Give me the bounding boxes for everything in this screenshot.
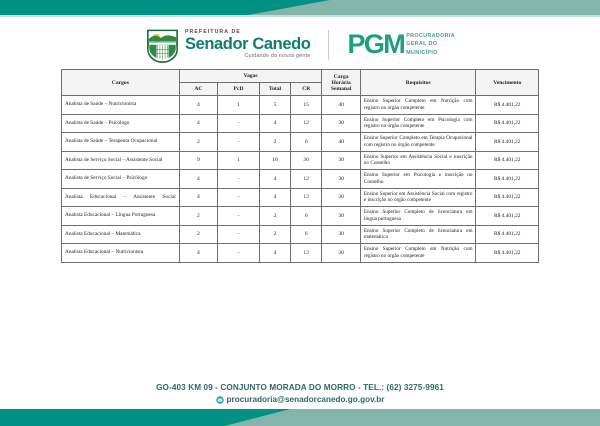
header-ac: AC: [179, 83, 218, 96]
pgm-subtitle-line-1: PROCURADORIA: [406, 32, 456, 39]
cell-cr: 30: [291, 151, 322, 170]
table-header-row-1: [62, 70, 539, 83]
bottom-decorative-bar: [0, 409, 600, 426]
header-carga-horaria: Carga Horária Semanal: [322, 70, 361, 96]
pgm-logo: [347, 31, 455, 58]
cell-total: 4: [259, 114, 290, 133]
cell-requisitos: Ensino Superior Completo em Nutrição com registro no órgão competente: [360, 244, 476, 263]
cell-cr: 6: [291, 133, 322, 152]
cell-carga: 30: [322, 151, 361, 170]
table-row: [62, 188, 539, 207]
prefeitura-logo: [145, 27, 311, 63]
cell-cr: 12: [291, 114, 322, 133]
cell-cargo: Analista Educacional – Matemática: [62, 225, 180, 244]
cell-requisitos: Ensino Superior Completo em Psicologia com registro no órgão competente: [360, 114, 476, 133]
cell-cargo: Analista de Saúde – Terapeuta Ocupacional: [62, 133, 180, 152]
cell-cr: 12: [291, 170, 322, 189]
cell-ac: 4: [179, 188, 218, 207]
cell-total: 4: [259, 188, 290, 207]
cell-vencimento: R$ 4.401,22: [476, 170, 539, 189]
cell-carga: 30: [322, 207, 361, 226]
cell-total: 4: [259, 170, 290, 189]
header-pcd: PcD: [218, 83, 260, 96]
prefeitura-kicker: PREFEITURA DE: [184, 28, 241, 35]
header-vencimento: Vencimento: [476, 70, 539, 96]
cell-cargo: Analista Educacional – Assistente Social: [62, 188, 180, 207]
cell-ac: 2: [179, 207, 218, 226]
cell-requisitos: Ensino Superior Completo de licenciatura em matemática: [360, 225, 476, 244]
header-cargos: Cargos: [62, 70, 180, 96]
cell-carga: 30: [322, 170, 361, 189]
cell-requisitos: Ensino Superior Completo de licenciatura em língua portuguesa: [360, 207, 476, 226]
table-row: [62, 207, 539, 226]
table-row: [62, 225, 539, 244]
cell-carga: 30: [322, 114, 361, 133]
table-body: [62, 96, 539, 263]
cell-cargo: Analista de Serviço Social – Psicólogo: [62, 170, 180, 189]
header-total: Total: [259, 83, 290, 96]
cell-carga: 30: [322, 225, 361, 244]
table-row: [62, 96, 539, 115]
cell-ac: 4: [179, 244, 218, 263]
cell-ac: 2: [179, 133, 218, 152]
header-cr: CR: [291, 83, 322, 96]
cell-vencimento: R$ 4.401,22: [476, 96, 539, 115]
cell-carga: 40: [322, 133, 361, 152]
city-crest-icon: [145, 27, 180, 63]
cell-pcd: 1: [218, 96, 260, 115]
prefeitura-name: Senador Canedo: [184, 34, 311, 53]
pgm-subtitle-line-3: MUNICÍPIO: [406, 49, 438, 56]
cell-ac: 4: [179, 114, 218, 133]
cell-requisitos: Ensino Superior em Assistência Social e inscrição no Conselho: [360, 151, 476, 170]
cell-cargo: Analista de Saúde – Psicólogo: [62, 114, 180, 133]
cell-pcd: 1: [218, 151, 260, 170]
cell-pcd: -: [218, 170, 260, 189]
cell-ac: 4: [179, 96, 218, 115]
cell-total: 2: [259, 133, 290, 152]
cell-cr: 15: [291, 96, 322, 115]
cell-vencimento: R$ 4.401,22: [476, 114, 539, 133]
pgm-mark: PGM: [347, 29, 405, 59]
header-vagas: Vagas: [179, 70, 322, 83]
cell-vencimento: R$ 4.401,22: [476, 151, 539, 170]
prefeitura-tagline: Cuidando da nossa gente: [244, 52, 311, 59]
page-footer: [0, 383, 600, 404]
table-row: [62, 133, 539, 152]
header-divider: [328, 30, 329, 60]
footer-email-text: procuradoria@senadorcanedo.go.gov.br: [226, 395, 385, 404]
table-head: [62, 70, 539, 96]
cell-cr: 6: [291, 225, 322, 244]
top-bar-dark-segment: [0, 0, 330, 17]
cell-pcd: -: [218, 114, 260, 133]
cell-cargo: Analista Educacional – Nutricionista: [62, 244, 180, 263]
table-row: [62, 170, 539, 189]
cell-total: 4: [259, 244, 290, 263]
header-requisitos: Requisitos: [360, 70, 476, 96]
cell-ac: 9: [179, 151, 218, 170]
table-row: [62, 244, 539, 263]
cell-pcd: -: [218, 207, 260, 226]
table-row: [62, 114, 539, 133]
cell-cr: 6: [291, 207, 322, 226]
cell-vencimento: R$ 4.401,22: [476, 225, 539, 244]
footer-email-row: [0, 395, 600, 404]
cell-total: 2: [259, 225, 290, 244]
cell-ac: 2: [179, 225, 218, 244]
cargos-table-container: [61, 69, 539, 263]
cell-requisitos: Ensino Superior Completo em Nutrição com registro no órgão competente: [360, 96, 476, 115]
table-row: [62, 151, 539, 170]
cell-total: 10: [259, 151, 290, 170]
cell-cr: 12: [291, 188, 322, 207]
cell-pcd: -: [218, 225, 260, 244]
footer-address: GO-403 KM 09 - CONJUNTO MORADA DO MORRO - TEL.: (62) 3275-9961: [156, 383, 444, 392]
cell-requisitos: Ensino Superior Completo em Terapia Ocupacional com registro no órgão competente: [360, 133, 476, 152]
cell-vencimento: R$ 4.401,22: [476, 244, 539, 263]
cell-carga: 40: [322, 96, 361, 115]
cell-total: 2: [259, 207, 290, 226]
cell-vencimento: R$ 4.401,22: [476, 133, 539, 152]
cell-pcd: -: [218, 244, 260, 263]
cell-requisitos: Ensino Superior em Psicologia e inscrição no Conselho: [360, 170, 476, 189]
top-decorative-bar: [0, 0, 600, 17]
cell-cargo: Analista de Serviço Social – Assistente Social: [62, 151, 180, 170]
cell-carga: 30: [322, 244, 361, 263]
page-header: [0, 22, 600, 67]
cell-ac: 4: [179, 170, 218, 189]
cell-vencimento: R$ 4.401,22: [476, 188, 539, 207]
cell-total: 5: [259, 96, 290, 115]
envelope-icon: [216, 396, 224, 404]
cell-cargo: Analista de Saúde – Nutricionista: [62, 96, 180, 115]
cell-pcd: -: [218, 133, 260, 152]
pgm-subtitle-line-2: GERAL DO: [406, 41, 438, 48]
pgm-subtitle: [406, 32, 455, 57]
cell-vencimento: R$ 4.401,22: [476, 207, 539, 226]
prefeitura-wordmark: [185, 30, 311, 59]
cargos-table: [61, 69, 539, 263]
cell-carga: 30: [322, 188, 361, 207]
cell-requisitos: Ensino Superior em Assistência Social com registro e inscrição no órgão competente: [360, 188, 476, 207]
cell-pcd: -: [218, 188, 260, 207]
cell-cargo: Analista Educacional – Língua Portuguesa: [62, 207, 180, 226]
cell-cr: 12: [291, 244, 322, 263]
